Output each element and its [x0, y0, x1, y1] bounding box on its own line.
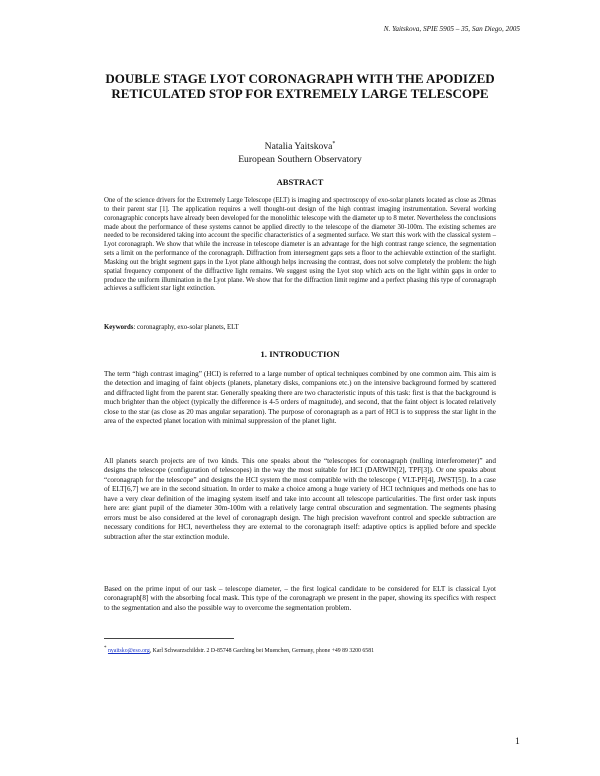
author-footnote-mark: *	[332, 141, 336, 147]
footnote-divider	[104, 638, 234, 639]
intro-paragraph-1: The term “high contrast imaging” (HCI) is referred to a large number of optical techniques combined by one common aim. This aim is the detection and imaging of faint objects (planets, planetary disks, companions etc.) on the intensive background formed by scattered and diffracted light from the parent star. Generally speaking there are two characteristic inputs of this task: first is that the background is much brighter than the object (typically the difference is 4-5 orders of magnitude), and second, that the faint object is located relatively close to the star (as close as 20 mas angular separation). The purpose of coronagraph as a part of HCI is to suppress the star light in the area of the expected planet location with minimal suppression of the planet light.	[104, 370, 496, 426]
keywords-text: : coronagraphy, exo-solar planets, ELT	[133, 324, 239, 331]
keywords-label: Keywords	[104, 324, 134, 331]
page-number: 1	[515, 736, 520, 747]
intro-paragraph-2: All planets search projects are of two kinds. This one speaks about the “telescopes for coronagraph (nulling interferometer)” and designs the telescope (configuration of telescopes) in the way the most suitable for HCI (DARWIN[2], TPF[3]). Or one speaks about “coronagraph for the telescope” and designs the HCI system the most compatible with the telescope ( VLT-PF[4], JWST[5]). In a case of ELT[6,7] we are in the second situation. In order to make a choice among a huge variety of HCI techniques and methods one has to have a very clear definition of the imaging system itself and take into account all telescope particularities. The first order task inputs here are: giant pupil of the diameter 30m-100m with a relatively large central obscuration and segmentation. The segments phasing errors must be also considered at the level of coronagraph design. The high precision wavefront control and speckle subtraction are necessary conditions for HCI, nevertheless they are external to the coronagraph itself: adaptive optics is applied before and speckle subtraction after the star extinction module.	[104, 457, 496, 541]
footnote-address: , Karl Schwarzschildstr. 2 D-85748 Garching bei Muenchen, Germany, phone +49 89 3200 6581	[149, 647, 374, 654]
running-header: N. Yaitskova, SPIE 5905 – 35, San Diego, 2005	[383, 25, 520, 33]
footnote-mark: *	[104, 646, 107, 651]
author-affiliation: European Southern Observatory	[238, 154, 362, 166]
abstract-heading: ABSTRACT	[276, 177, 324, 187]
paper-title: DOUBLE STAGE LYOT CORONAGRAPH WITH THE APODIZED RETICULATED STOP FOR EXTREMELY LARGE TELESCOPE	[105, 71, 495, 101]
abstract-text: One of the science drivers for the Extremely Large Telescope (ELT) is imaging and spectroscopy of exo-solar planets located as close as 20mas to their parent star [1]. The application requires a well thought-out design of the high contrast imaging instrumentation. Several working coronagraphic concepts have already been developed for the monolithic telescope with the diameter up to 8 meter. Nevertheless the conclusions made about the performance of these systems cannot be applied directly to the telescope of the diameter 30-100m. The existing schemes are needed to be reconsidered taking into account the specific characteristics of a segmented surface. We start this work with the classical system – Lyot coronagraph. We show that while the increase in telescope diameter is an advantage for the high contrast range science, the segmentation sets a limit on the performance of the coronagraph. Diffraction from intersegment gaps sets a floor to the achievable extinction of the starlight. Masking out the bright segment gaps in the Lyot plane although helps increasing the contrast, does not solve completely the problem: the high spatial frequency component of the diffractive light remains. We suggest using the Lyot stop which acts on the light within gaps in order to produce the uniform illumination in the Lyot plane. We show that for the diffraction limit regime and a perfect phasing this type of coronagraph achieves a sufficient star light extinction.	[104, 197, 496, 293]
author-block	[100, 138, 500, 166]
section-heading-introduction: 1. INTRODUCTION	[260, 349, 340, 359]
author-name: Natalia Yaitskova	[264, 141, 333, 153]
intro-paragraph-3: Based on the prime input of our task – telescope diameter, – the first logical candidate to be considered for ELT is classical Lyot coronagraph[8] with the absorbing focal mask. This type of the coronagraph we present in the paper, showing its specifics with respect to the segmentation and also the possible way to overcome the segmentation problem.	[104, 585, 496, 612]
author-name-line	[100, 138, 500, 153]
keywords-line	[104, 324, 496, 333]
footnote	[104, 645, 504, 655]
footnote-email-link[interactable]: nyaitsko@eso.org	[107, 647, 150, 654]
